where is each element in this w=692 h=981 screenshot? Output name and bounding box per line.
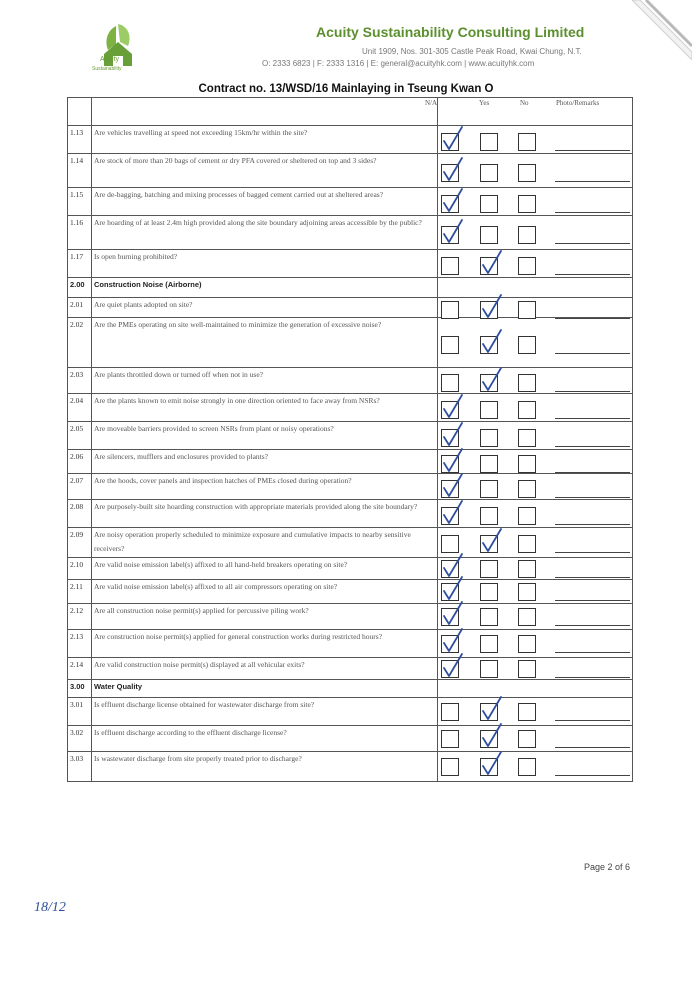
checkbox-yes[interactable] [480, 703, 498, 721]
checkbox-no[interactable] [518, 660, 536, 678]
remarks-line[interactable] [555, 212, 630, 213]
question-label: Are quiet plants adopted on site? [94, 300, 193, 309]
col-header-no: No [520, 99, 529, 107]
checkbox-no[interactable] [518, 164, 536, 182]
section-row [68, 679, 633, 697]
remarks-line[interactable] [555, 318, 630, 319]
checkbox-no[interactable] [518, 560, 536, 578]
checkbox-no[interactable] [518, 507, 536, 525]
question-label: Are the PMEs operating on site well-maintained to minimize the generation of excessive noise? [94, 320, 382, 329]
table-row [68, 579, 633, 603]
question-label: Are stock of more than 20 bags of cement or dry PFA covered or sheltered on top and 3 sides? [94, 156, 377, 165]
item-number: 2.06 [68, 450, 92, 474]
checkbox-yes[interactable] [480, 336, 498, 354]
checkbox-yes[interactable] [480, 560, 498, 578]
checkbox-yes[interactable] [480, 507, 498, 525]
company-address: Unit 1909, Nos. 301-305 Castle Peak Road, Kwai Chung, N.T. [362, 47, 582, 56]
checkbox-no[interactable] [518, 703, 536, 721]
table-row [68, 557, 633, 579]
checkbox-na[interactable] [441, 583, 459, 601]
item-number: 2.00 [68, 278, 92, 298]
section-title [92, 278, 438, 298]
item-number: 1.16 [68, 216, 92, 250]
question-label: Are all construction noise permit(s) applied for percussive piling work? [94, 605, 309, 615]
handwritten-date-note: 18/12 [34, 900, 66, 915]
table-row [68, 657, 633, 679]
checkbox-na[interactable] [441, 336, 459, 354]
question-text [92, 450, 438, 474]
checkbox-yes[interactable] [480, 133, 498, 151]
remarks-line[interactable] [555, 418, 630, 419]
checkbox-na[interactable] [441, 535, 459, 553]
checkbox-na[interactable] [441, 429, 459, 447]
question-text [92, 394, 438, 422]
checkbox-no[interactable] [518, 226, 536, 244]
question-text [92, 579, 438, 603]
table-row [68, 697, 633, 725]
question-text [92, 657, 438, 679]
contract-title: Contract no. 13/WSD/16 Mainlaying in Tseung Kwan O [198, 83, 494, 95]
checkbox-yes[interactable] [480, 758, 498, 776]
company-name: Acuity Sustainability Consulting Limited [316, 24, 585, 40]
checkbox-yes[interactable] [480, 164, 498, 182]
question-label: Are silencers, mufflers and enclosures provided to plants? [94, 452, 268, 461]
checkbox-no[interactable] [518, 730, 536, 748]
question-label: Are moveable barriers provided to screen NSRs from plant or noisy operations? [94, 424, 334, 433]
table-row [68, 126, 633, 154]
question-text [92, 298, 438, 318]
checkbox-no[interactable] [518, 336, 536, 354]
col-header-yes: Yes [479, 99, 490, 107]
section-row [68, 278, 633, 298]
table-row [68, 603, 633, 629]
checkbox-na[interactable] [441, 507, 459, 525]
checkbox-no[interactable] [518, 583, 536, 601]
question-label: Are noisy operation properly scheduled to minimize exposure and cumulative impacts to nearby sensitive receivers? [94, 530, 411, 554]
checkbox-na[interactable] [441, 226, 459, 244]
question-label: Are valid noise emission label(s) affixed to all air compressors operating on site? [94, 581, 338, 591]
item-number: 2.01 [68, 298, 92, 318]
header-blank-cell [68, 98, 92, 126]
question-text [92, 318, 438, 368]
checkbox-no[interactable] [518, 480, 536, 498]
company-contact: O: 2333 6823 | F: 2333 1316 | E: general@acuityhk.com | www.acuityhk.com [262, 59, 535, 68]
table-header-row [68, 98, 633, 126]
question-text [92, 250, 438, 278]
checkbox-na[interactable] [441, 635, 459, 653]
question-text [92, 216, 438, 250]
checkbox-yes[interactable] [480, 583, 498, 601]
checkbox-na[interactable] [441, 401, 459, 419]
question-label: Is wastewater discharge from site properly treated prior to discharge? [94, 753, 302, 763]
remarks-line[interactable] [555, 552, 630, 553]
answer-cell [438, 679, 633, 697]
item-number: 3.03 [68, 751, 92, 781]
question-label: Is effluent discharge according to the effluent discharge license? [94, 727, 287, 737]
question-label: Is open burning prohibited? [94, 252, 178, 261]
remarks-line[interactable] [555, 353, 630, 354]
remarks-line[interactable] [555, 181, 630, 182]
item-number: 2.07 [68, 474, 92, 500]
question-text [92, 603, 438, 629]
checkbox-yes[interactable] [480, 635, 498, 653]
item-number: 3.00 [68, 679, 92, 697]
checkbox-yes[interactable] [480, 455, 498, 473]
question-label: Are vehicles travelling at speed not exceeding 15km/hr within the site? [94, 128, 308, 137]
checkbox-yes[interactable] [480, 730, 498, 748]
item-number: 2.11 [68, 579, 92, 603]
answer-cell [438, 278, 633, 298]
remarks-line[interactable] [555, 274, 630, 275]
table-row [68, 422, 633, 450]
checkbox-na[interactable] [441, 455, 459, 473]
table-row [68, 154, 633, 188]
question-text [92, 629, 438, 657]
table-row [68, 474, 633, 500]
logo-text: Acuity [100, 56, 120, 63]
checkbox-na[interactable] [441, 608, 459, 626]
item-number: 2.09 [68, 528, 92, 558]
checkbox-no[interactable] [518, 374, 536, 392]
question-text [92, 751, 438, 781]
item-number: 1.15 [68, 188, 92, 216]
remarks-line[interactable] [555, 652, 630, 653]
question-text [92, 697, 438, 725]
remarks-line[interactable] [555, 677, 630, 678]
checkbox-na[interactable] [441, 301, 459, 319]
checkbox-na[interactable] [441, 195, 459, 213]
question-text [92, 725, 438, 751]
checkbox-no[interactable] [518, 758, 536, 776]
col-header-remarks: Photo/Remarks [556, 99, 600, 107]
remarks-line[interactable] [555, 775, 630, 776]
question-text [92, 528, 438, 558]
checkbox-yes[interactable] [480, 480, 498, 498]
table-row [68, 629, 633, 657]
question-text [92, 126, 438, 154]
letterhead [0, 0, 692, 80]
item-number: 2.13 [68, 629, 92, 657]
checkbox-na[interactable] [441, 257, 459, 275]
checkbox-yes[interactable] [480, 401, 498, 419]
item-number: 2.04 [68, 394, 92, 422]
logo-subtext: Sustainability [92, 66, 122, 72]
col-header-na: N/A [425, 99, 438, 107]
question-label: Are the plants known to emit noise strongly in one direction oriented to face away from NSRs? [94, 396, 380, 405]
header-blank-cell [92, 98, 438, 126]
item-number: 3.01 [68, 697, 92, 725]
checkbox-na[interactable] [441, 133, 459, 151]
checkbox-na[interactable] [441, 480, 459, 498]
checkbox-yes[interactable] [480, 301, 498, 319]
table-row [68, 188, 633, 216]
checkbox-no[interactable] [518, 455, 536, 473]
item-number: 2.05 [68, 422, 92, 450]
table-row [68, 368, 633, 394]
checkbox-na[interactable] [441, 730, 459, 748]
question-text [92, 188, 438, 216]
item-number: 2.14 [68, 657, 92, 679]
item-number: 2.02 [68, 318, 92, 368]
remarks-line[interactable] [555, 243, 630, 244]
remarks-line[interactable] [555, 577, 630, 578]
checkbox-yes[interactable] [480, 195, 498, 213]
checkbox-yes[interactable] [480, 374, 498, 392]
table-row [68, 725, 633, 751]
remarks-line[interactable] [555, 625, 630, 626]
question-label: Are plants throttled down or turned off when not in use? [94, 370, 263, 379]
item-number: 1.13 [68, 126, 92, 154]
question-text [92, 154, 438, 188]
table-row [68, 394, 633, 422]
table-row [68, 298, 633, 318]
item-number: 2.12 [68, 603, 92, 629]
question-label: Is effluent discharge license obtained for wastewater discharge from site? [94, 699, 315, 709]
table-row [68, 528, 633, 558]
checkbox-no[interactable] [518, 257, 536, 275]
checkbox-na[interactable] [441, 660, 459, 678]
remarks-line[interactable] [555, 720, 630, 721]
remarks-line[interactable] [555, 600, 630, 601]
question-text [92, 557, 438, 579]
item-number: 2.10 [68, 557, 92, 579]
question-label: Are construction noise permit(s) applied for general construction works during restricted hours? [94, 631, 383, 641]
remarks-line[interactable] [555, 497, 630, 498]
checkbox-no[interactable] [518, 301, 536, 319]
checkbox-na[interactable] [441, 758, 459, 776]
checkbox-na[interactable] [441, 703, 459, 721]
remarks-line[interactable] [555, 391, 630, 392]
checklist-table [67, 97, 633, 782]
remarks-line[interactable] [555, 472, 630, 473]
question-text [92, 474, 438, 500]
checkbox-no[interactable] [518, 635, 536, 653]
question-label: Are the hoods, cover panels and inspection hatches of PMEs closed during operation? [94, 476, 352, 485]
question-label: Are de-bagging, batching and mixing processes of bagged cement carried out at sheltered areas? [94, 190, 384, 199]
table-row [68, 751, 633, 781]
item-number: 1.17 [68, 250, 92, 278]
section-title [92, 679, 438, 697]
section-label: Construction Noise (Airborne) [94, 280, 202, 289]
page-number: Page 2 of 6 [584, 862, 631, 872]
table-row [68, 318, 633, 368]
checkbox-yes[interactable] [480, 535, 498, 553]
question-text [92, 368, 438, 394]
item-number: 2.03 [68, 368, 92, 394]
question-text [92, 422, 438, 450]
question-label: Are valid construction noise permit(s) displayed at all vehicular exits? [94, 659, 305, 669]
question-label: Are purposely-built site hoarding construction with appropriate materials provided along the site boundary? [94, 502, 418, 511]
remarks-line[interactable] [555, 747, 630, 748]
checkbox-no[interactable] [518, 195, 536, 213]
item-number: 1.14 [68, 154, 92, 188]
checkbox-no[interactable] [518, 535, 536, 553]
question-label: Are hoarding of at least 2.4m high provided along the site boundary adjoining areas accessible by the public? [94, 218, 422, 227]
checkbox-yes[interactable] [480, 608, 498, 626]
header-columns-cell [438, 98, 633, 126]
remarks-line[interactable] [555, 446, 630, 447]
table-row [68, 450, 633, 474]
table-row [68, 500, 633, 528]
table-row [68, 216, 633, 250]
checkbox-na[interactable] [441, 164, 459, 182]
checkbox-no[interactable] [518, 608, 536, 626]
leaf-logo-icon [94, 20, 142, 72]
question-label: Are valid noise emission label(s) affixed to all hand-held breakers operating on site? [94, 559, 348, 569]
checkbox-no[interactable] [518, 401, 536, 419]
checkbox-na[interactable] [441, 560, 459, 578]
checkbox-no[interactable] [518, 429, 536, 447]
item-number: 2.08 [68, 500, 92, 528]
checkbox-yes[interactable] [480, 660, 498, 678]
remarks-line[interactable] [555, 150, 630, 151]
checkbox-yes[interactable] [480, 226, 498, 244]
checkbox-yes[interactable] [480, 257, 498, 275]
checkbox-yes[interactable] [480, 429, 498, 447]
question-text [92, 500, 438, 528]
checkbox-na[interactable] [441, 374, 459, 392]
checkbox-no[interactable] [518, 133, 536, 151]
item-number: 3.02 [68, 725, 92, 751]
remarks-line[interactable] [555, 524, 630, 525]
section-label: Water Quality [94, 681, 143, 691]
table-row [68, 250, 633, 278]
